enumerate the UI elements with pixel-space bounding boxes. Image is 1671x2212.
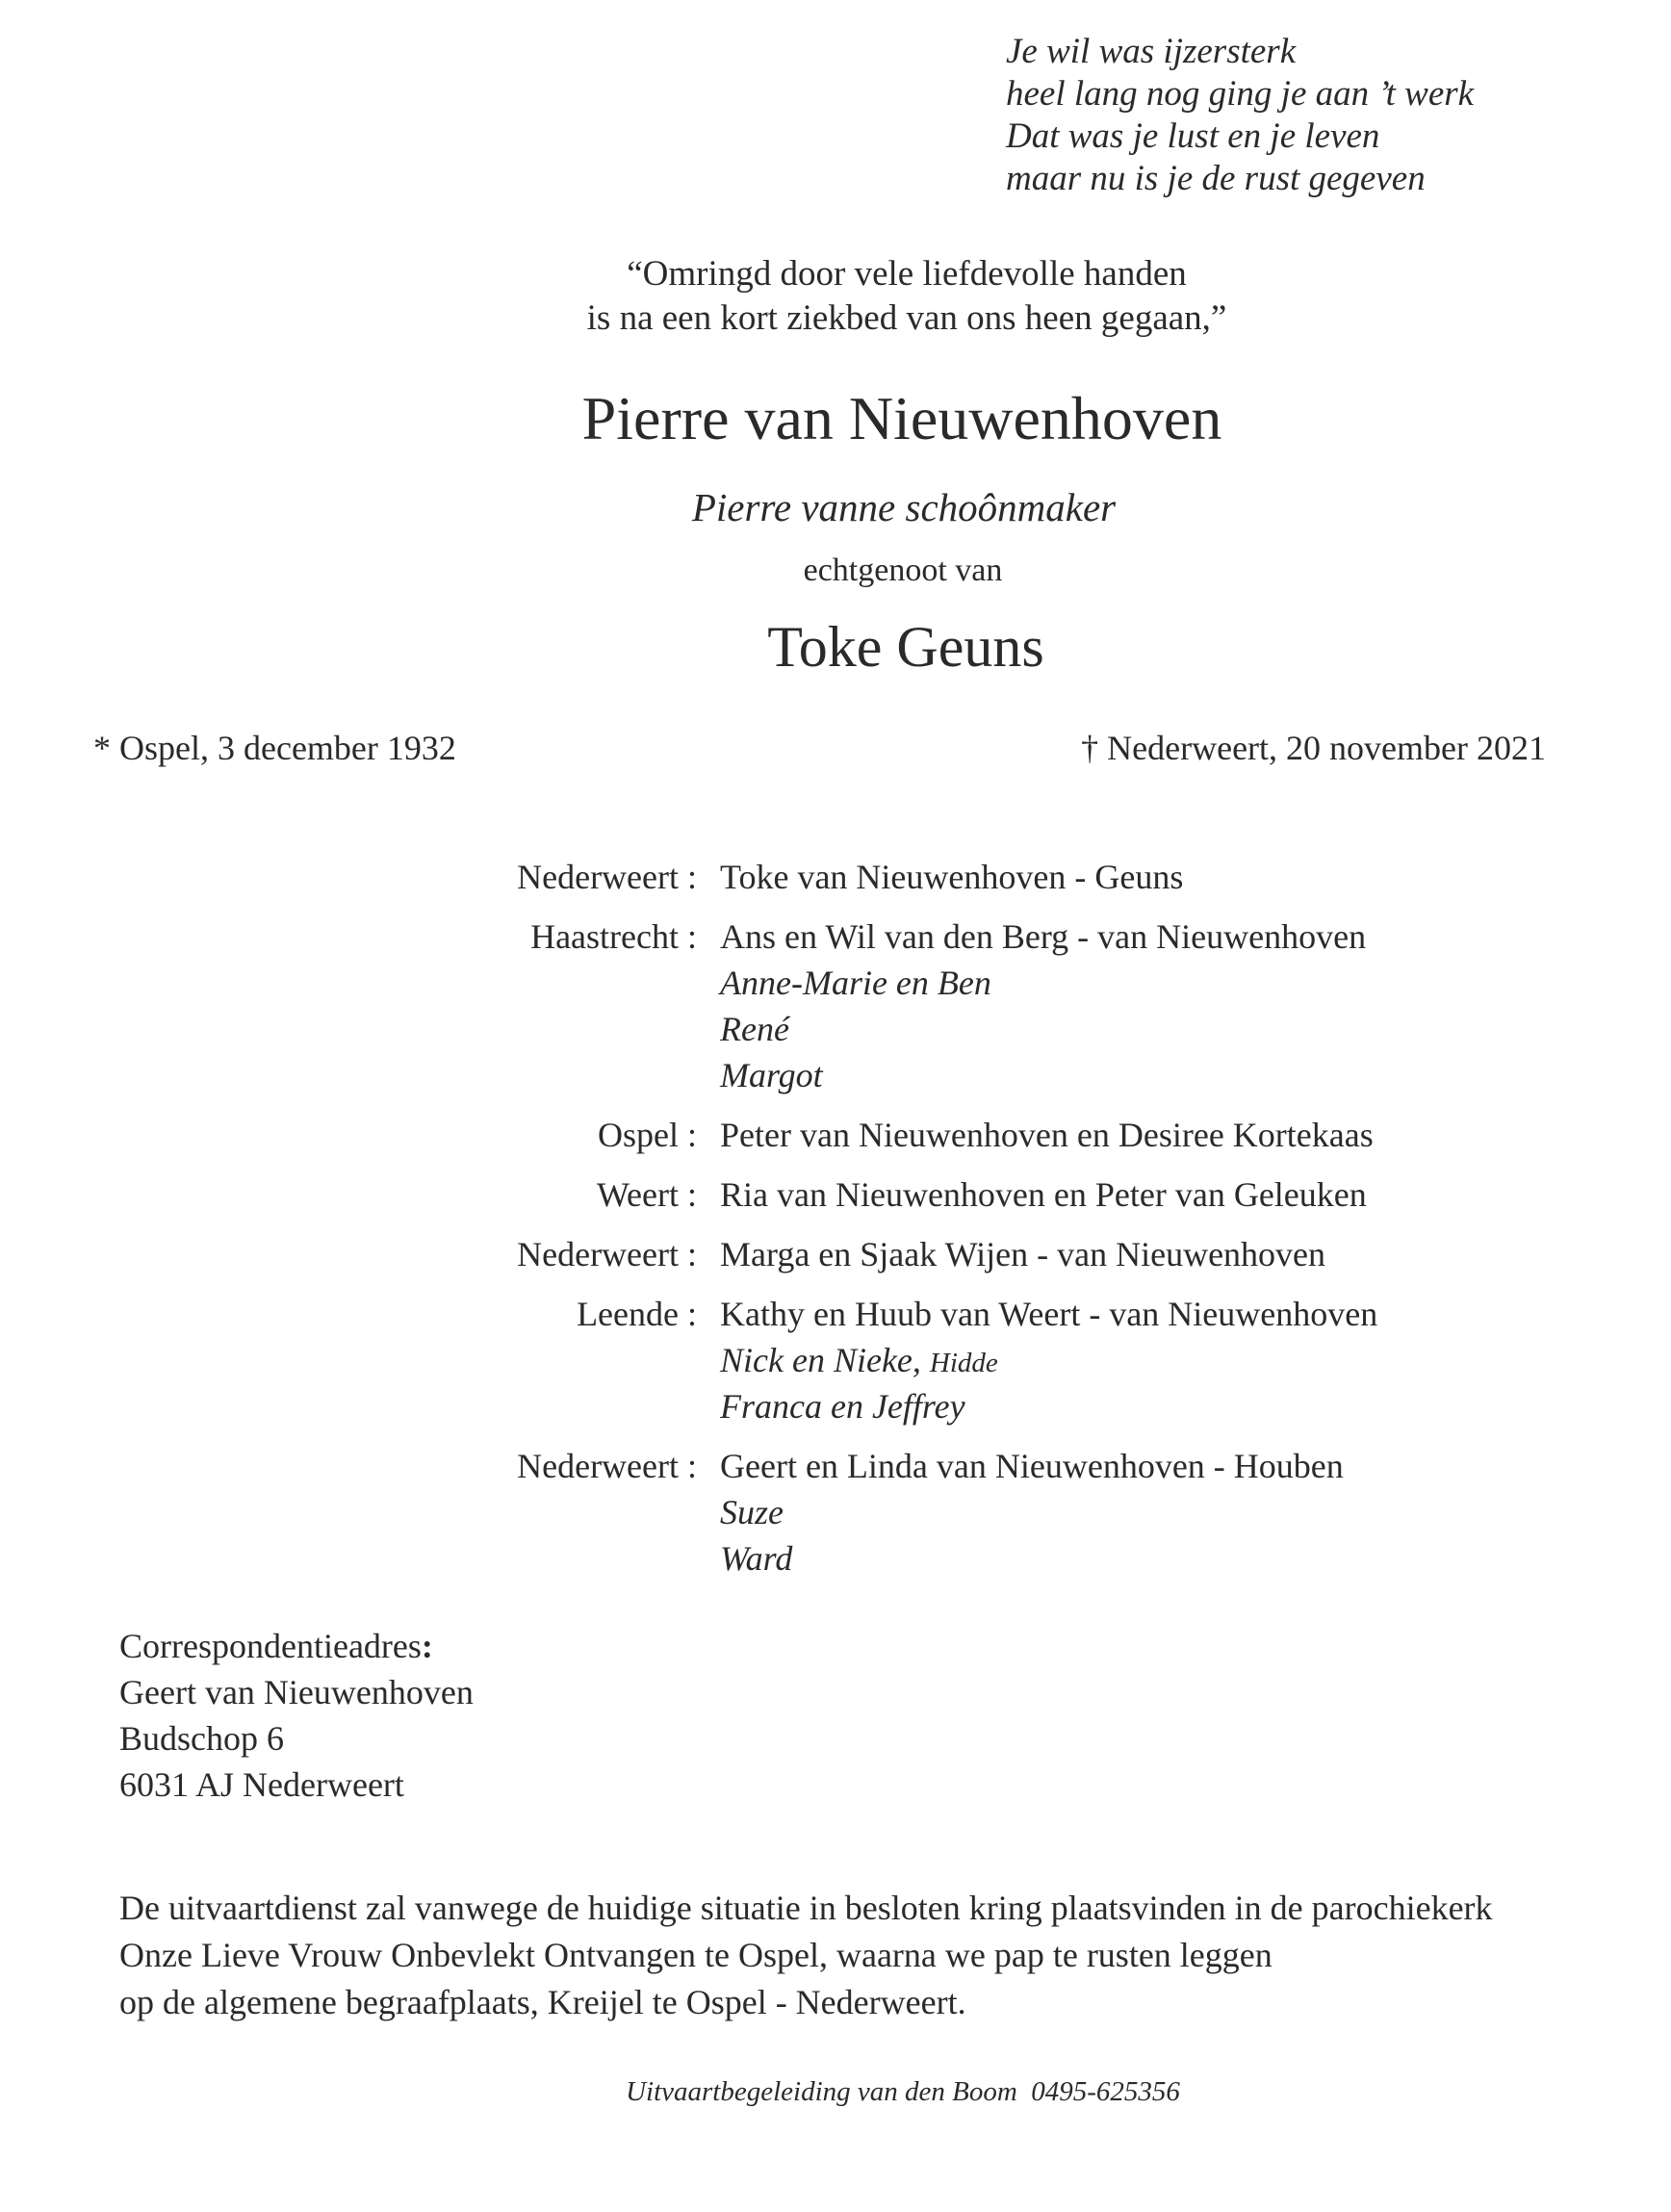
family-names: Toke van Nieuwenhoven - Geuns: [720, 858, 1184, 896]
birth-date: * Ospel, 3 december 1932: [93, 729, 456, 767]
family-place: Nederweert :: [517, 858, 697, 896]
deceased-nickname: Pierre vanne schoônmaker: [691, 485, 1117, 529]
family-names: Kathy en Huub van Weert - van Nieuwenhoven: [720, 1295, 1378, 1333]
grandchild: [720, 1337, 998, 1383]
correspondence-name: Geert van Nieuwenhoven: [119, 1673, 474, 1711]
correspondence-label: Correspondentieadres:: [119, 1627, 433, 1665]
service-line: De uitvaartdienst zal vanwege de huidige situatie in besloten kring plaatsvinden in de parochiekerk: [119, 1889, 1493, 1927]
family-names: Geert en Linda van Nieuwenhoven - Houben: [720, 1447, 1344, 1485]
grandchild: René: [720, 1010, 789, 1048]
family-place: Nederweert :: [517, 1447, 697, 1485]
family-group: [0, 913, 1671, 1098]
family-place: Leende :: [577, 1295, 697, 1333]
family-group: [0, 1112, 1671, 1158]
family-group: [0, 854, 1671, 900]
grandchild: Suze: [720, 1493, 784, 1531]
quote-line: is na een kort ziekbed van ons heen gegaan,”: [586, 298, 1227, 338]
great-grandchild: Hidde: [929, 1348, 998, 1378]
relation-text: echtgenoot van: [803, 553, 1003, 588]
family-place: Haastrecht :: [530, 917, 697, 956]
grandchild-names: Nick en Nieke,: [720, 1341, 921, 1379]
spouse-name: Toke Geuns: [767, 615, 1044, 679]
correspondence-address: [119, 1623, 474, 1808]
family-names: Ria van Nieuwenhoven en Peter van Geleuken: [720, 1175, 1367, 1214]
grandchild: Anne-Marie en Ben: [720, 964, 991, 1002]
service-line: Onze Lieve Vrouw Onbevlekt Ontvangen te Ospel, waarna we pap te rusten leggen: [119, 1936, 1273, 1974]
quote-line: “Omringd door vele liefdevolle handen: [627, 254, 1187, 294]
grandchild: Ward: [720, 1539, 793, 1578]
death-date: † Nederweert, 20 november 2021: [1081, 729, 1546, 767]
quote: [0, 252, 1671, 341]
poem-line: Dat was je lust en je leven: [1006, 116, 1380, 156]
family-group: [0, 1231, 1671, 1277]
family-list: [0, 854, 1671, 1595]
family-place: Nederweert :: [517, 1235, 697, 1273]
poem: [1006, 31, 1474, 200]
poem-line: heel lang nog ging je aan ’t werk: [1006, 74, 1475, 114]
grandchild: Franca en Jeffrey: [720, 1387, 965, 1426]
family-place: Ospel :: [598, 1116, 697, 1154]
service-notice: [119, 1885, 1493, 2026]
family-group: [0, 1291, 1671, 1429]
family-group: [0, 1171, 1671, 1218]
family-place: Weert :: [596, 1175, 697, 1214]
service-line: op de algemene begraafplaats, Kreijel te Ospel - Nederweert.: [119, 1983, 966, 2021]
family-names: Peter van Nieuwenhoven en Desiree Kortekaas: [720, 1116, 1374, 1154]
poem-line: maar nu is je de rust gegeven: [1006, 159, 1426, 198]
correspondence-street: Budschop 6: [119, 1719, 284, 1758]
family-names: Marga en Sjaak Wijen - van Nieuwenhoven: [720, 1235, 1326, 1273]
family-group: [0, 1443, 1671, 1582]
poem-line: Je wil was ijzersterk: [1006, 32, 1297, 71]
correspondence-city: 6031 AJ Nederweert: [119, 1765, 404, 1804]
family-names: Ans en Wil van den Berg - van Nieuwenhoven: [720, 917, 1367, 956]
deceased-name: Pierre van Nieuwenhoven: [581, 384, 1222, 452]
grandchild: Margot: [720, 1056, 823, 1094]
funeral-director: Uitvaartbegeleiding van den Boom 0495-625356: [626, 2076, 1180, 2107]
